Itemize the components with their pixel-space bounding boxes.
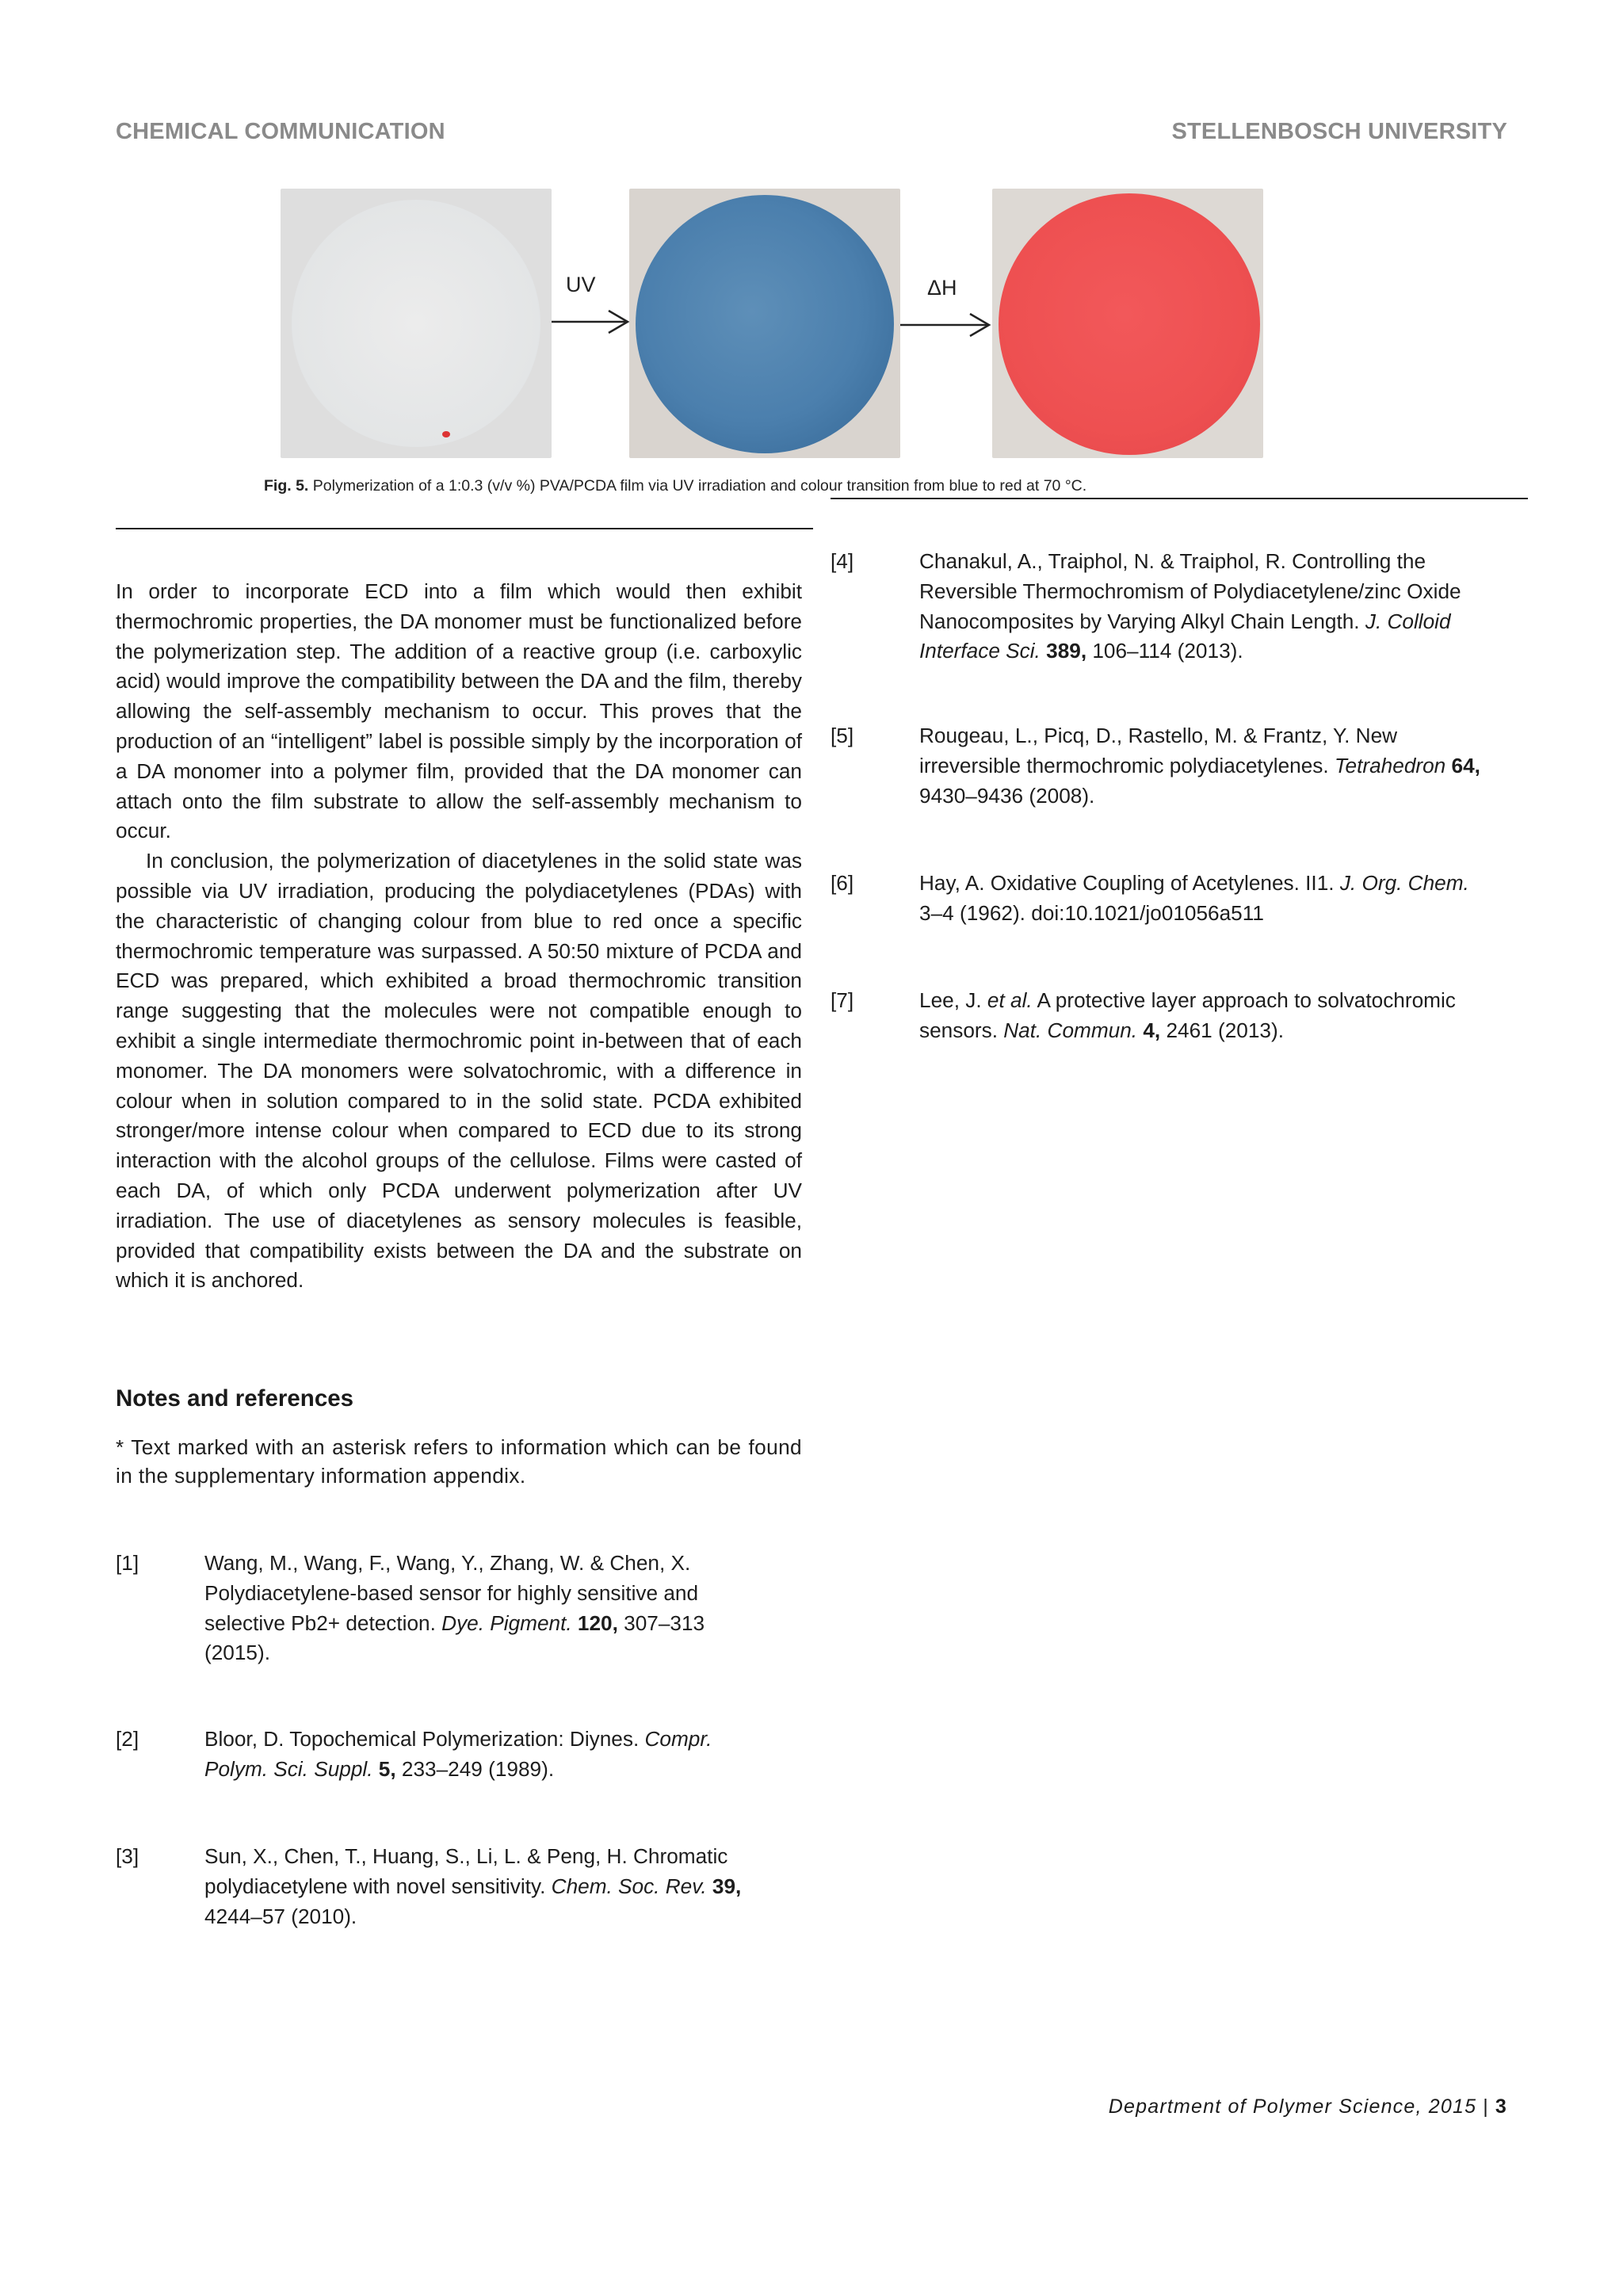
reference-journal: Compr. Polym. Sci. Suppl.: [204, 1727, 712, 1781]
reference-7: [831, 986, 1528, 1049]
reference-number: [1]: [116, 1551, 139, 1575]
reference-volume: 39,: [712, 1874, 742, 1898]
body-text-column: [116, 577, 802, 1296]
reference-journal: Chem. Soc. Rev.: [551, 1874, 707, 1898]
reference-authors: Lee, J.: [919, 988, 987, 1012]
reference-4: [831, 547, 1528, 674]
reference-authors-title: Wang, M., Wang, F., Wang, Y., Zhang, W. & Chen, X. Polydiacetylene-based sensor for highly sensitive and selective Pb2+ detection.: [204, 1551, 699, 1635]
caption-underline-rule: [831, 498, 1528, 499]
reference-authors-title: Hay, A. Oxidative Coupling of Acetylenes. II1.: [919, 871, 1340, 895]
figure-caption: [264, 477, 1086, 495]
reference-number: [2]: [116, 1727, 139, 1751]
reference-number: [3]: [116, 1844, 139, 1868]
arrow-label-uv: UV: [566, 273, 596, 296]
reference-volume: 64,: [1451, 753, 1480, 777]
reference-1: [116, 1549, 813, 1665]
notes-text: * Text marked with an asterisk refers to information which can be found in the supplementary information appendix.: [116, 1435, 802, 1488]
figure-photo-unpolymerized: [281, 189, 552, 458]
body-paragraph-1: In order to incorporate ECD into a film which would then exhibit thermochromic properties, the DA monomer must be functionalized before the polymerization step. The addition of a reactive group (i.e. carboxylic acid) would improve the compatibility between the DA and the film, thereby allowing the self-assembly mechanism to occur. This proves that the production of an “intelligent” label is possible simply by the incorporation of a DA monomer into a polymer film, provided that the DA monomer can attach onto the film substrate to allow the self-assembly mechanism to occur.: [116, 579, 802, 843]
figure-photo-blue-polymerized: [629, 189, 900, 458]
footer-department: Department of Polymer Science, 2015: [1108, 2095, 1477, 2118]
running-header-left: CHEMICAL COMMUNICATION: [116, 119, 445, 144]
reference-journal: J. Org. Chem.: [1339, 871, 1469, 895]
body-paragraph-2: In conclusion, the polymerization of diacetylenes in the solid state was possible via UV irradiation, producing the polydiacetylenes (PDAs) with the characteristic of changing colour from blue to red once a specific thermochromic temperature was surpassed. A 50:50 mixture of PCDA and ECD was prepared, which exhibited a broad thermochromic transition range suggesting that the molecules were not compatible enough to exhibit a single intermediate thermochromic point in-between that of each monomer. The DA monomers were solvatochromic, with a difference in colour when in solution compared to in the solid state. PCDA exhibited stronger/more intense colour when compared to ECD due to its strong interaction with the alcohol groups of the cellulose. Films were casted of each DA, of which only PCDA underwent polymerization after UV irradiation. The use of diacetylenes as sensory molecules is feasible, provided that compatibility exists between the DA and the substrate on which it is anchored.: [116, 849, 802, 1293]
reference-et-al: et al.: [987, 988, 1033, 1012]
reference-2: [116, 1725, 813, 1788]
figure-caption-text: Polymerization of a 1:0.3 (v/v %) PVA/PCDA film via UV irradiation and colour transition from blue to red at 70 °C.: [312, 477, 1087, 495]
notes-heading: Notes and references: [116, 1385, 354, 1412]
reference-title: A protective layer approach to solvatochromic sensors.: [919, 988, 1456, 1042]
page-footer: [1109, 2095, 1507, 2118]
reference-3: [116, 1842, 813, 1937]
reference-number: [5]: [831, 724, 854, 747]
reaction-arrow-uv: [552, 308, 631, 336]
reference-pages: 233–249 (1989).: [395, 1756, 555, 1781]
reference-pages: 2461 (2013).: [1160, 1018, 1284, 1042]
figure-caption-label: Fig. 5.: [264, 477, 309, 495]
reference-pages: 106–114 (2013).: [1086, 639, 1243, 663]
running-header-right: STELLENBOSCH UNIVERSITY: [1171, 119, 1507, 144]
reference-journal: Tetrahedron: [1334, 753, 1446, 777]
reference-authors-title: Bloor, D. Topochemical Polymerization: Diynes.: [204, 1727, 645, 1751]
reference-6: [831, 869, 1528, 932]
reference-number: [7]: [831, 988, 854, 1012]
reaction-arrow-heat: [900, 311, 992, 339]
reference-journal: Dye. Pigment.: [441, 1610, 572, 1635]
reference-pages: 3–4 (1962). doi:10.1021/jo01056a511: [919, 900, 1264, 925]
reference-authors-title: Rougeau, L., Picq, D., Rastello, M. & Frantz, Y. New irreversible thermochromic polydiacetylenes.: [919, 724, 1398, 777]
footer-separator: |: [1483, 2095, 1489, 2118]
reference-pages: 9430–9436 (2008).: [919, 783, 1095, 808]
figure-photo-red-heated: [992, 189, 1263, 458]
reference-pages: 307–313 (2015).: [204, 1610, 705, 1665]
arrow-label-heat: ΔH: [927, 276, 957, 300]
reference-volume: 120,: [577, 1610, 618, 1635]
reference-volume: 4,: [1143, 1018, 1161, 1042]
reference-number: [6]: [831, 871, 854, 895]
reference-number: [4]: [831, 549, 854, 573]
reference-5: [831, 721, 1528, 816]
page-number: 3: [1495, 2095, 1507, 2118]
reference-volume: 389,: [1046, 639, 1087, 663]
reference-volume: 5,: [378, 1756, 396, 1781]
reference-authors-title: Chanakul, A., Traiphol, N. & Traiphol, R. Controlling the Reversible Thermochromism of Polydiacetylene/zinc Oxide Nanocomposites by Varying Alkyl Chain Length.: [919, 549, 1461, 633]
section-divider-rule: [116, 528, 813, 529]
reference-journal: Nat. Commun.: [1003, 1018, 1138, 1042]
reference-authors-title: Sun, X., Chen, T., Huang, S., Li, L. & Peng, H. Chromatic polydiacetylene with novel sensitivity.: [204, 1844, 728, 1898]
reference-pages: 4244–57 (2010).: [204, 1904, 357, 1928]
reference-journal: J. Colloid Interface Sci.: [919, 609, 1451, 663]
